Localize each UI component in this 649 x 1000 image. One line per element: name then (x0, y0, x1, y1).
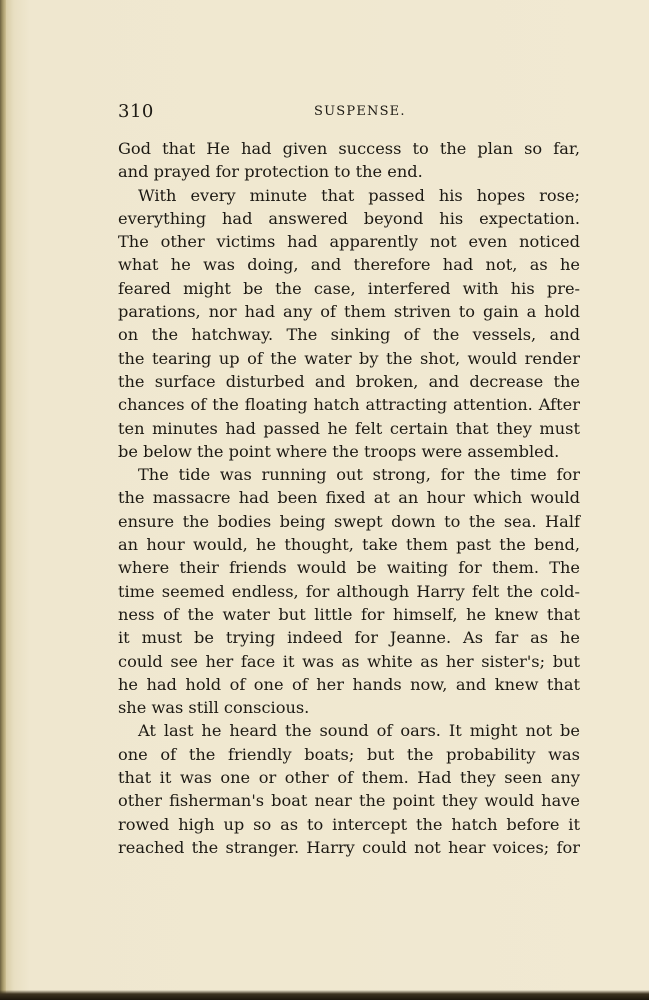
text-line: God that He had given success to the plan so far, (118, 139, 580, 158)
text-line: parations, nor had any of them striven to gain a hold (118, 302, 580, 322)
text-line: she was still conscious. (118, 698, 310, 718)
text-line: time seemed endless, for although Harry felt the cold- (118, 581, 580, 601)
text-line: The tide was running out strong, for the time for (138, 465, 580, 485)
book-spine-shadow (0, 0, 6, 1000)
text-line: he had hold of one of her hands now, and knew that (118, 674, 580, 694)
body-text (118, 137, 580, 859)
text-line: the tearing up of the water by the shot, would render (118, 348, 580, 368)
text-line: chances of the floating hatch attracting attention. After (118, 395, 580, 415)
text-line: With every minute that passed his hopes rose; (138, 185, 580, 205)
text-line: be below the point where the troops were assembled. (118, 441, 560, 461)
text-line: that it was one or other of them. Had they seen any (118, 768, 580, 788)
text-line: where their friends would be waiting for them. The (118, 558, 580, 578)
text-line: it must be trying indeed for Jeanne. As far as he (118, 628, 580, 648)
text-line: one of the friendly boats; but the probability was (118, 744, 580, 764)
running-head: SUSPENSE. (314, 104, 406, 119)
text-line: reached the stranger. Harry could not hear voices; for (118, 837, 580, 857)
text-line: on the hatchway. The sinking of the vessels, and (118, 325, 580, 345)
text-line: the massacre had been fixed at an hour which would (118, 488, 580, 508)
text-line: an hour would, he thought, take them past the bend, (118, 535, 580, 555)
text-line: ensure the bodies being swept down to the sea. Half (118, 511, 580, 531)
text-line: ten minutes had passed he felt certain that they must (118, 418, 580, 438)
page-bottom-edge (0, 990, 649, 1000)
text-line: what he was doing, and therefore had not, as he (118, 255, 580, 275)
text-line: rowed high up so as to intercept the hatch before it (118, 814, 580, 834)
text-line: the surface disturbed and broken, and decrease the (118, 371, 580, 391)
text-line: other fisherman's boat near the point they would have (118, 791, 580, 811)
text-line: could see her face it was as white as her sister's; but (118, 651, 580, 671)
text-line: everything had answered beyond his expectation. (118, 208, 580, 228)
text-line: At last he heard the sound of oars. It might not be (138, 721, 580, 741)
text-line: and prayed for protection to the end. (118, 162, 423, 182)
text-line: The other victims had apparently not even noticed (118, 232, 580, 252)
text-line: ness of the water but little for himself, he knew that (118, 604, 580, 624)
page-number: 310 (118, 101, 154, 122)
page-header (118, 101, 580, 125)
text-line: feared might be the case, interfered with his pre- (118, 278, 580, 298)
